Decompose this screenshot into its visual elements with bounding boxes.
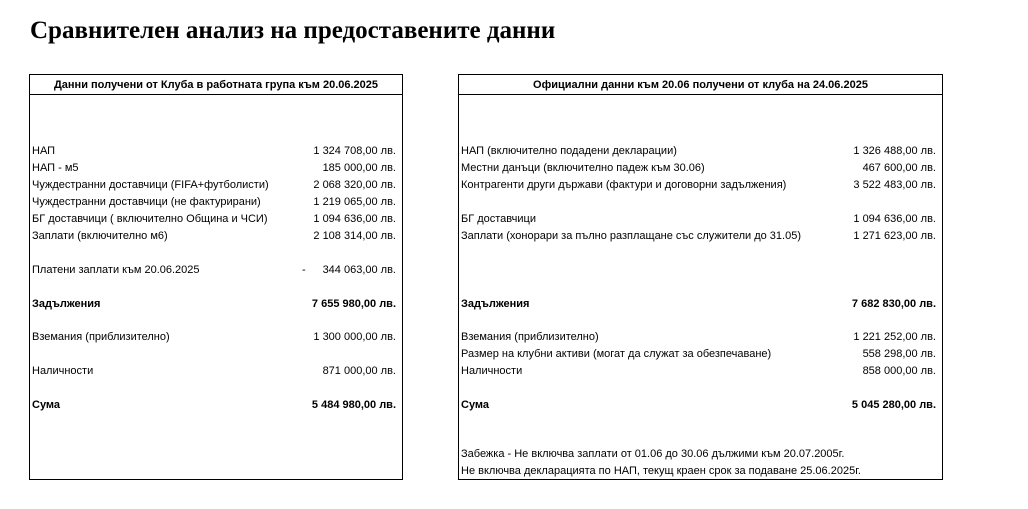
row-label: Вземания (приблизително) <box>32 331 170 343</box>
row-value: 1 094 636,00 лв. <box>313 213 396 225</box>
sum-row <box>461 397 936 414</box>
row-label: Задължения <box>461 298 530 310</box>
row-label: НАП <box>32 145 56 157</box>
page-title: Сравнителен анализ на предоставените данни <box>30 17 556 44</box>
row-label: БГ доставчици <box>461 213 536 225</box>
row-value: 1 221 252,00 лв. <box>853 331 936 343</box>
table-row <box>461 346 936 363</box>
right-panel-header: Официални данни към 20.06 получени от клуба на 24.06.2025 <box>459 77 942 95</box>
row-value: 7 655 980,00 лв. <box>311 298 396 310</box>
row-value: 5 045 280,00 лв. <box>851 399 936 411</box>
row-value: 2 108 314,00 лв. <box>313 230 396 242</box>
table-row <box>32 194 396 211</box>
liabilities-total-row <box>461 296 936 313</box>
row-value: 5 484 980,00 лв. <box>311 399 396 411</box>
row-label: БГ доставчици ( включително Община и ЧСИ) <box>32 213 268 225</box>
row-label: Контрагенти други държави (фактури и договорни задължения) <box>461 179 787 191</box>
table-row <box>461 143 936 160</box>
row-value: 2 068 320,00 лв. <box>313 179 396 191</box>
table-row <box>461 228 936 245</box>
row-label: Платени заплати към 20.06.2025 <box>32 264 200 276</box>
table-row <box>461 177 936 194</box>
table-row <box>461 329 936 346</box>
table-row <box>32 363 396 380</box>
sum-row <box>32 397 396 414</box>
row-label: Наличности <box>461 365 523 377</box>
row-label: Сума <box>461 399 490 411</box>
table-row <box>32 160 396 177</box>
table-row <box>32 211 396 228</box>
table-row <box>461 363 936 380</box>
row-label: Чуждестранни доставчици (не фактурирани) <box>32 196 261 208</box>
row-label: Размер на клубни активи (могат да служат за обезпечаване) <box>461 348 772 360</box>
row-value: 1 271 623,00 лв. <box>853 230 936 242</box>
liabilities-total-row <box>32 296 396 313</box>
row-value: 3 522 483,00 лв. <box>853 179 936 191</box>
official-data-panel <box>458 74 943 480</box>
row-value: 1 219 065,00 лв. <box>313 196 396 208</box>
table-row <box>461 160 936 177</box>
table-row <box>32 228 396 245</box>
table-row <box>32 143 396 160</box>
table-row <box>461 211 936 228</box>
table-row <box>32 262 396 279</box>
table-row <box>32 177 396 194</box>
row-label: Заплати (включително м6) <box>32 230 168 242</box>
row-label: Вземания (приблизително) <box>461 331 599 343</box>
row-label: Чуждестранни доставчици (FIFA+футболисти) <box>32 179 269 191</box>
row-value: 558 298,00 лв. <box>862 348 936 360</box>
row-label: Сума <box>32 399 61 411</box>
left-panel-header: Данни получени от Клуба в работната група към 20.06.2025 <box>30 77 402 95</box>
row-label: Заплати (хонорари за пълно разплащане със служители до 31.05) <box>461 230 801 242</box>
row-value: 344 063,00 лв. <box>322 264 396 276</box>
footnote: Забежка - Не включва заплати от 01.06 до 30.06 дължими към 20.07.2005г. <box>461 448 845 460</box>
row-value: 858 000,00 лв. <box>862 365 936 377</box>
row-label: НАП - м5 <box>32 162 79 174</box>
row-value: 1 300 000,00 лв. <box>313 331 396 343</box>
club-working-group-data-panel <box>29 74 403 480</box>
row-value: 1 094 636,00 лв. <box>853 213 936 225</box>
row-label: Наличности <box>32 365 94 377</box>
row-value: 1 326 488,00 лв. <box>853 145 936 157</box>
table-row <box>32 329 396 346</box>
row-value: 7 682 830,00 лв. <box>851 298 936 310</box>
row-label: Задължения <box>32 298 101 310</box>
footnote: Не включва декларацията по НАП, текущ краен срок за подаване 25.06.2025г. <box>461 465 861 477</box>
row-value: 1 324 708,00 лв. <box>313 145 396 157</box>
minus-sign: - <box>302 264 306 276</box>
row-label: НАП (включително подадени декларации) <box>461 145 677 157</box>
row-value: 871 000,00 лв. <box>322 365 396 377</box>
row-label: Местни данъци (включително падеж към 30.06) <box>461 162 705 174</box>
row-value: 185 000,00 лв. <box>322 162 396 174</box>
row-value: 467 600,00 лв. <box>862 162 936 174</box>
